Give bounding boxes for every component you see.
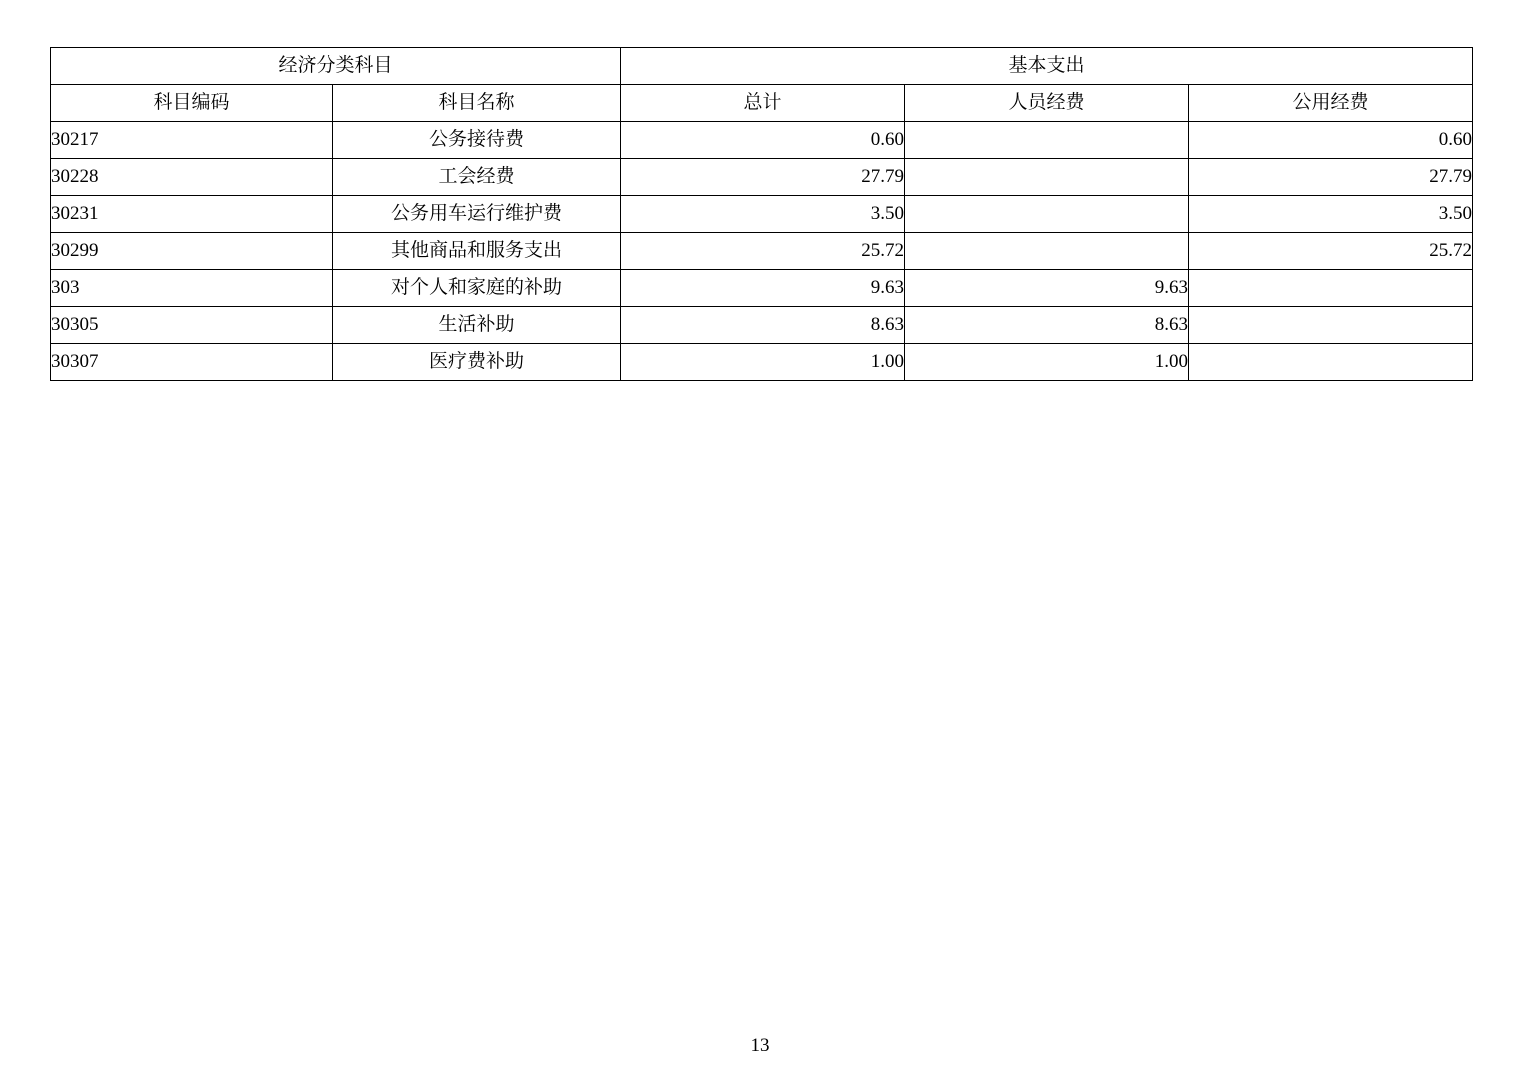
cell-name: 公务用车运行维护费: [333, 196, 621, 233]
cell-code: 30305: [51, 307, 333, 344]
column-header-name: 科目名称: [333, 85, 621, 122]
cell-total: 9.63: [621, 270, 905, 307]
column-header-total: 总计: [621, 85, 905, 122]
cell-total: 8.63: [621, 307, 905, 344]
cell-personnel: 9.63: [905, 270, 1189, 307]
cell-public: 27.79: [1189, 159, 1473, 196]
table-row: [51, 159, 1473, 196]
cell-personnel: [905, 159, 1189, 196]
table-row: [51, 344, 1473, 381]
cell-personnel: 1.00: [905, 344, 1189, 381]
cell-code: 30299: [51, 233, 333, 270]
table-group-header-row: [51, 48, 1473, 85]
cell-personnel: [905, 122, 1189, 159]
group-header-economic-classification: 经济分类科目: [51, 48, 621, 85]
budget-table: [50, 47, 1473, 381]
cell-total: 27.79: [621, 159, 905, 196]
table-body: [51, 122, 1473, 381]
table-row: [51, 270, 1473, 307]
cell-code: 30217: [51, 122, 333, 159]
table-row: [51, 122, 1473, 159]
table-row: [51, 307, 1473, 344]
cell-total: 3.50: [621, 196, 905, 233]
cell-total: 0.60: [621, 122, 905, 159]
cell-public: [1189, 270, 1473, 307]
cell-public: 25.72: [1189, 233, 1473, 270]
cell-personnel: [905, 233, 1189, 270]
group-header-basic-expenditure: 基本支出: [621, 48, 1473, 85]
cell-total: 1.00: [621, 344, 905, 381]
cell-name: 生活补助: [333, 307, 621, 344]
cell-name: 医疗费补助: [333, 344, 621, 381]
page-number: 13: [750, 1035, 770, 1056]
cell-total: 25.72: [621, 233, 905, 270]
cell-public: 0.60: [1189, 122, 1473, 159]
table-column-header-row: [51, 85, 1473, 122]
cell-code: 30307: [51, 344, 333, 381]
table-header: [51, 48, 1473, 122]
cell-name: 其他商品和服务支出: [333, 233, 621, 270]
cell-personnel: [905, 196, 1189, 233]
cell-name: 工会经费: [333, 159, 621, 196]
table-row: [51, 233, 1473, 270]
cell-public: [1189, 344, 1473, 381]
cell-name: 公务接待费: [333, 122, 621, 159]
cell-code: 30231: [51, 196, 333, 233]
table-row: [51, 196, 1473, 233]
cell-public: 3.50: [1189, 196, 1473, 233]
column-header-personnel: 人员经费: [905, 85, 1189, 122]
column-header-code: 科目编码: [51, 85, 333, 122]
column-header-public: 公用经费: [1189, 85, 1473, 122]
cell-name: 对个人和家庭的补助: [333, 270, 621, 307]
cell-code: 30228: [51, 159, 333, 196]
cell-code: 303: [51, 270, 333, 307]
cell-personnel: 8.63: [905, 307, 1189, 344]
cell-public: [1189, 307, 1473, 344]
budget-table-container: [50, 47, 1472, 381]
